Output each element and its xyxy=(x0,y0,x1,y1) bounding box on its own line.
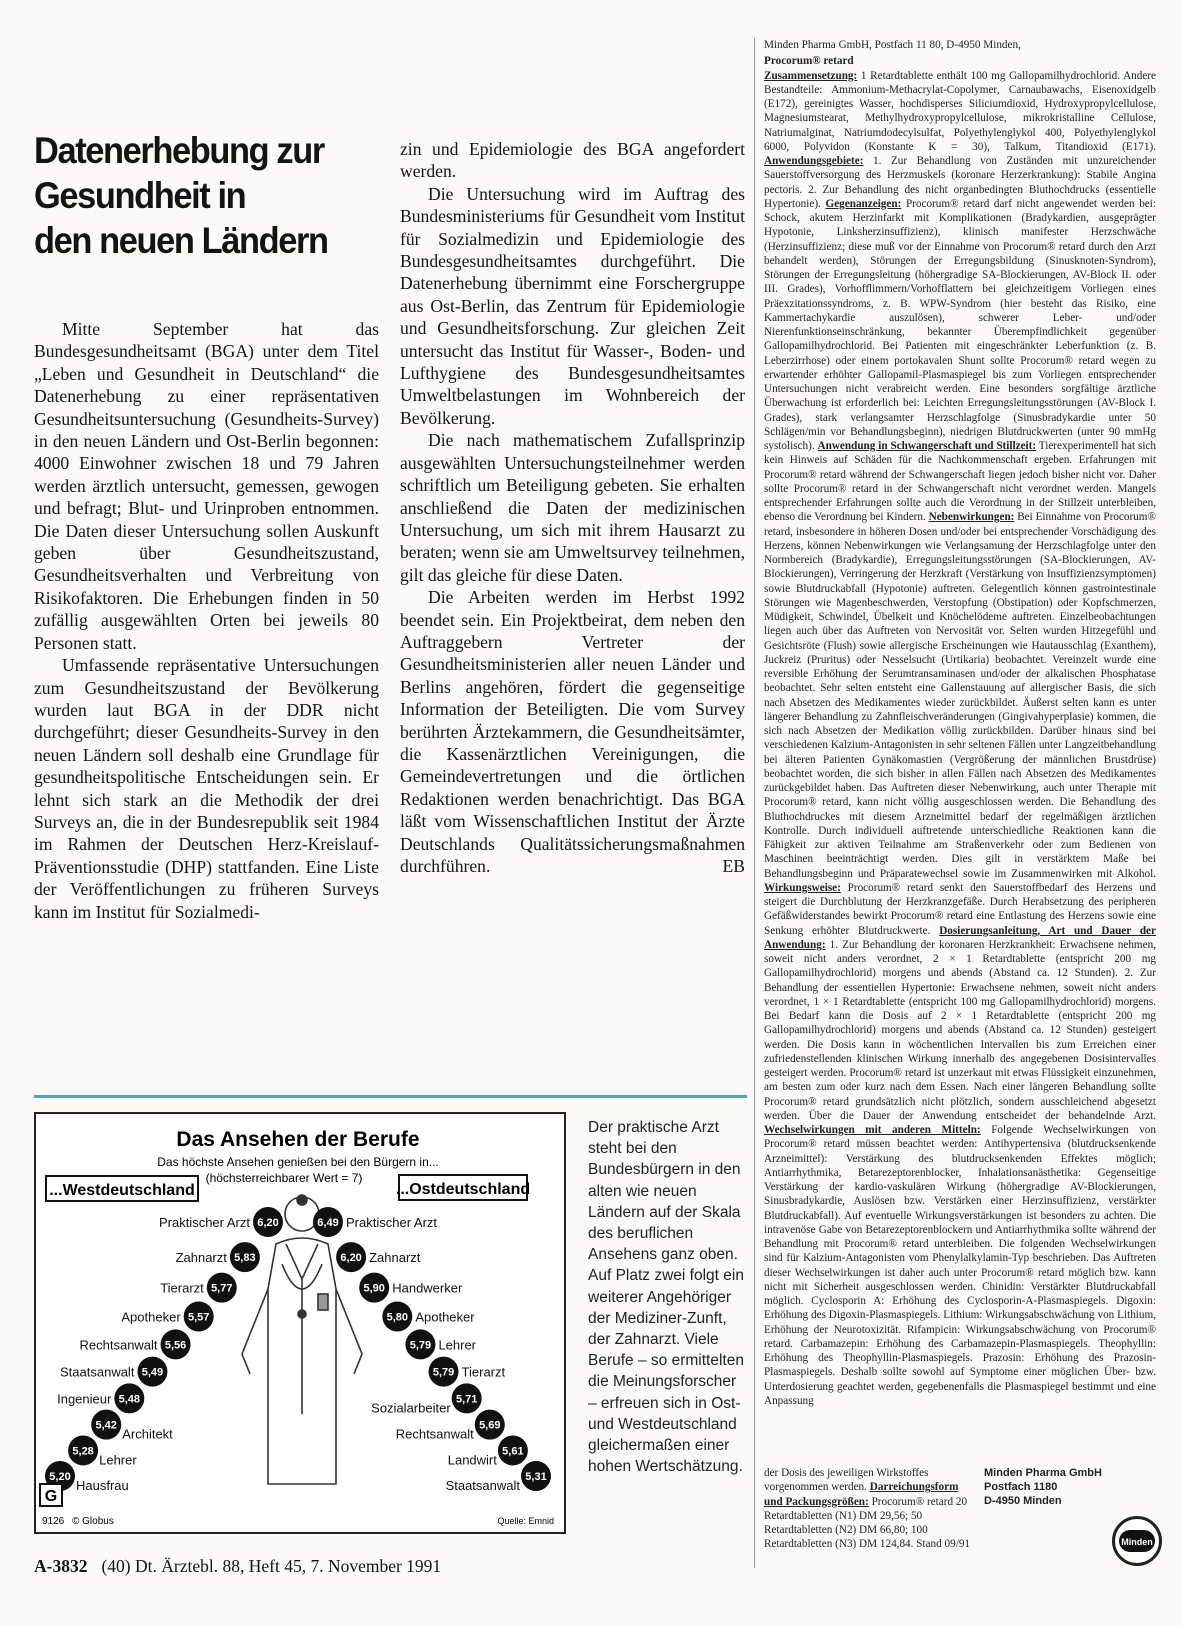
address-line: Postfach 1180 xyxy=(984,1481,1058,1493)
pi-heading: Zusammensetzung: xyxy=(764,69,858,82)
graphic-caption: Der praktische Arzt steht bei den Bundesbürgern in den alten wie neuen Ländern auf der Skala des beruflichen Ansehens ganz oben. Auf Platz zwei folgt ein weiterer Angehöriger der Mediziner-Zunft, der Zahnarzt. Viele Berufe – so ermittelten die Meinungsforscher – erfreuen sich in Ost- und Westdeutschland gleichermaßen einer hohen Wertschätzung. xyxy=(588,1119,744,1476)
manufacturer-address xyxy=(984,1466,1164,1508)
profession-label: Handwerker xyxy=(392,1280,463,1296)
profession-label: Apotheker xyxy=(415,1309,475,1325)
section-divider xyxy=(34,1095,747,1098)
profession-label: Landwirt xyxy=(447,1452,497,1468)
pi-heading: Dosierungsanleitung, Art und Dauer der Anwendung: xyxy=(764,924,1156,951)
pi-text: Tierexperimentell hat sich kein Hinweis auf Schäden für die Nachkommenschaft ergeben. Erfahrungen mit Procorum® retard während der Schwangerschaft liegen jedoch bisher nicht vor. Daher sollte Procorum® retard in der Schwangerschaft nicht verordnet werden. Mangels entsprechender Erfahrungen sollte auch die Verordnung in der Stillzeit unterbleiben, ebenso die Verordnung bei Kindern. xyxy=(764,440,1156,524)
rating-value: 6,20 xyxy=(257,1217,279,1229)
pi-text: Procorum® retard senkt den Sauerstoffbedarf des Herzens und steigert die Durchblutung der Herzkranzgefäße. Durch Herabsetzung des peripheren Gefäßwiderstandes bewirkt Procorum® retard eine Entlastung des Herzens sowie eine Senkung erhöhter Blutdruckwerte. xyxy=(764,881,1156,937)
graphic-badge: 9126 xyxy=(42,1516,65,1527)
rating-value: 5,71 xyxy=(455,1393,478,1406)
rating-value: 5,20 xyxy=(49,1471,71,1483)
paragraph: zin und Epidemiologie des BGA angefordert werden. xyxy=(400,139,745,182)
rating-value: 5,90 xyxy=(363,1282,385,1295)
journal-reference: (40) Dt. Ärztebl. 88, Heft 45, 7. November 1991 xyxy=(101,1556,442,1576)
profession-label: Praktischer Arzt xyxy=(346,1215,438,1230)
rating-value: 6,20 xyxy=(340,1252,362,1265)
address-line: Minden Pharma GmbH xyxy=(984,1467,1102,1479)
page-number: A-3832 xyxy=(34,1556,88,1576)
rating-value: 5,42 xyxy=(95,1419,117,1432)
doctor-illustration-icon xyxy=(242,1195,362,1484)
pi-text: Folgende Wechselwirkungen von Procorum® retard müssen beachtet werden: Antihypertensiva (blutdrucksenkende Arzneimittel): Verstärkung des blutdrucksenkenden Effektes möglich; Antiarrhythmika, Betarezeptorenblocker, Inhalationsanästhetika: Gegenseitige Verstärkung der kardio-vaskulären Wirkung (höhergradige AV-Blockierungen, Sinusbradykardie, Auslösen bzw. Verstärken einer Herzinsuffizienz, verstärkter Blutdruckabfall). Auf eventuelle Wirkungsverstärkungen ist besonders zu achten. Die intravenöse Gabe von Betarezeptorenblockern und Antiarrhythmika sollte während der Behandlung mit Procorum® retard unterbleiben. Die folgenden Wechselwirkungen sind für Kalzium-Antagonisten vom Phenylalkylamin-Typ beschrieben. Das Auftreten dieser Wechselwirkungen ist daher auch unter Procorum® retard möglich bzw. kann nicht mit Sicherheit ausgeschlossen werden. Chinidin: Verstärkter Blutdruckabfall möglich. Cyclosporin A: Erhöhung des Cyclosporin-A-Plasmaspiegels. Digoxin: Erhöhung des Digoxin-Plasmaspiegels. Lithium: Wirkungsabschwächung von Lithium, Erhöhung der Neurotoxizität. Rifampicin: Wirkungsabschwächung von Procorum® retard. Carbamazepin: Erhöhung des Carbamazepin-Plasmaspiegels. Theophyllin: Erhöhung des Theophyllin-Plasmaspiegels. Prazosin: Erhöhung des Prazosin-Plasmaspiegels. Deshalb sollte sowohl auf Symptome einer möglichen Über- bzw. Unterdosierung geachtet werden, gegebenenfalls die Plasmaspiegel bestimmt und eine Anpassung xyxy=(764,1124,1156,1407)
profession-label: Staatsanwalt xyxy=(60,1364,135,1380)
paragraph: Die Untersuchung wird im Auftrag des Bundesministeriums für Gesundheit vom Institut für Sozialmedizin und Epidemiologie des Bundesgesundheitsamtes durchgeführt. Die Datenerhebung übernimmt eine Forschergruppe aus Ost-Berlin, das Zentrum für Epidemiologie und Gesundheitsforschung. Zur gleichen Zeit untersucht das Institut für Wasser-, Boden- und Lufthygiene des Bundesgesundheitsamtes Umweltbelastungen im Wohnbereich der Bevölkerung. xyxy=(400,183,745,428)
paragraph-text: Die Arbeiten werden im Herbst 1992 beendet sein. Ein Projektbeirat, dem neben den Auftraggebern Vertreter der Gesundheitsministerien aller neuen Länder und Berlins angehören, fördert die gegenseitige Information der Beteiligten. Die vom Survey berührten Ärztekammern, die Gesundheitsämter, die Kassenärztlichen Vereinigungen, die Gemeindevertretungen und die örtlichen Redaktionen werden benachrichtigt. Das BGA läßt vom Wissenschaftlichen Institut der Ärzte Deutschlands Qualitätssicherungsmaßnahmen durchführen. xyxy=(400,587,745,876)
rating-value: 5,79 xyxy=(409,1339,432,1352)
pi-text: 1 Retardtablette enthält 100 mg Gallopamilhydrochlorid. Andere Bestandteile: Ammonium-Methacrylat-Copolymer, Carnaubawachs, Eisenoxidgelb (E172), gereinigtes Wasser, hochdisperses Siliciumdioxid, Hydroxypropylcellulose, Magnesiumstearat, Methylhydroxypropylcellulose, mikrokristalline Cellulose, Natriumalginat, Natriumdodecylsulfat, Polyethylenglykol 400, Polyethylenglykol 6000, Polyvidon (Konstante K = 30), Talkum, Titandioxid (E171). xyxy=(764,69,1156,153)
product-information xyxy=(764,38,1156,1408)
infographic-canvas xyxy=(36,1114,564,1532)
pi-text: 1. Zur Behandlung der koronaren Herzkrankheit: Erwachsene nehmen, soweit nicht anders verordnet, 2 × 1 Retardtablette (entspricht 200 mg Gallopamilhydrochlorid) morgens und abends (Abstand ca. 12 Stunden). 2. Zur Behandlung der essentiellen Hypertonie: Erwachsene nehmen, soweit nicht anders verordnet, 1 × 1 Retardtablette (entspricht 100 mg Gallopamilhydrochlorid) morgens. Bei Bedarf kann die Dosis auf 2 × 1 Retardtablette (entspricht 200 mg Gallopamilhydrochlorid) morgens und abends (Abstand ca. 12 Stunden) gesteigert werden. Die Dosis kann in wöchentlichen Intervallen bis zum Erreichen einer zufriedenstellenden klinischen Wirkung innerhalb des angegebenen Dosisintervalles gesteigert werden. Procorum® retard ist unzerkaut mit etwas Flüssigkeit einzunehmen, am besten zum oder kurz nach dem Essen. Nach einer längeren Behandlung sollte Procorum® retard grundsätzlich nicht plötzlich, sondern ausschleichend abgesetzt werden. Über die Dauer der Anwendung entscheidet der behandelnde Arzt. xyxy=(764,938,1156,1122)
profession-label: Architekt xyxy=(122,1426,173,1442)
profession-label: Ingenieur xyxy=(57,1391,112,1407)
minden-logo-icon xyxy=(1112,1516,1162,1566)
pi-pack-text: Procorum® retard 20 Retardtabletten (N1) DM 29,56; 50 Retardtabletten (N2) DM 66,80; 100 Retardtabletten (N3) DM 124,84. Stand 09/91 xyxy=(764,1495,971,1551)
pi-pack-heading: Darreichungsform und Packungsgrößen: xyxy=(764,1481,959,1508)
profession-label: Staatsanwalt xyxy=(445,1478,520,1493)
graphic-credit: © Globus xyxy=(72,1516,114,1527)
pi-heading: Anwendungsgebiete: xyxy=(764,155,864,167)
headline-line: den neuen Ländern xyxy=(34,220,328,261)
pi-heading: Wirkungsweise: xyxy=(764,881,841,894)
headline-line: Datenerhebung zur xyxy=(34,130,324,171)
article-column-1 xyxy=(34,318,379,923)
pi-text: Procorum® retard darf nicht angewendet werden bei: Schock, akutem Herzinfarkt mit Komplikationen (Bradykardien, ausgeprägter Hypotonie, Linksherzinsuffizienz), klinisch manifester Herzschwäche (Herzinsuffizienz; diese muß vor der Einnahme von Procorum® retard durch den Arzt behandelt werden), Störungen der Erregungsbildung (Sinusknoten-Syndrom), Störungen der Erregungsleitung (höhergradige SA-Blockierungen, AV-Block II. oder III. Grades), Vorhofflimmern/Vorhofflattern bei gleichzeitigem Vorliegen eines Präexzitationssyndroms, z. B. WPW-Syndrom (hier besteht das Risiko, eine Kammertachykardie auszulösen), schwerer Leber- und/oder Nierenfunktionseinschränkung, bekannter Überempfindlichkeit gegenüber Gallopamilhydrochlorid. Bei Patienten mit eingeschränkter Leberfunktion (z. B. Leberzirrhose) oder einem portokavalen Shunt sollte Procorum® retard wegen zu erwartender erhöhter Gallopamil-Plasmaspiegel bis zum Vorliegen entsprechender Untersuchungen nicht verabreicht werden. Eine besonders sorgfältige ärztliche Überwachung ist erforderlich bei: Leichten Erregungsleitungsstörungen (AV-Block I. Grades), stark verlangsamter Herzschlagfolge (Sinusbradykardie unter 50 Schlägen/min vor Behandlungsbeginn), niedrigen Blutdruckwerten (unter 90 mmHg systolisch). xyxy=(764,197,1156,452)
pi-text: Bei Einnahme von Procorum® retard, insbesondere in höheren Dosen und/oder bei entsprechender Vorschädigung des Herzens, können Nebenwirkungen wie Verlangsamung der Herzschlagfolge unter den Normbereich (Bradykardie), Erregungsleitungsstörungen (SA-Blockierungen, AV-Blockierungen), Verringerung der Herzkraft (Verstärkung von Insuffizienzsymptomen) sowie Blutdruckabfall (Hypotonie) auftreten. Gelegentlich können gastrointestinale Störungen wie Magenbeschwerden, Verstopfung (Obstipation) oder Kopfschmerzen, Müdigkeit, Schwindel, Übelkeit und Knöchelödeme auftreten. Einzelbeobachtungen liegen auch über das Auftreten von Nervosität vor. Selten wurden Hitzegefühl und Gesichtsröte (Flush) sowie allergische Erscheinungen wie Hautausschlag (Exanthem), Juckreiz (Pruritus) oder Nesselsucht (Urtikaria) beobachtet. Vereinzelt wurde eine reversible Erhöhung der Serumtransaminasen und/oder der alkalischen Phosphatase beobachtet. Sehr selten entsteht eine Gallenstauung auf allergischer Basis, die sich nach Absetzen des Medikamentes wieder zurückbildet. Äußerst selten kann es unter längerer Behandlung zu Zahnfleischveränderungen (Gingivahyperplasie) kommen, die sich nach Absetzen der Medikation völlig zurückbilden. Darüber hinaus sind bei verschiedenen Kalzium-Antagonisten in sehr seltenen Fällen unter Langzeitbehandlung bei älteren Patienten Gynäkomastien (Vergrößerung der männlichen Brustdrüse) beobachtet worden, die sich bisher in allen Fällen nach Absetzen des Medikamentes zurückgebildet haben. Das Auftreten dieser Nebenwirkung, auch unter Therapie mit Procorum® retard, kann nicht völlig ausgeschlossen werden. Die Behandlung des Bluthochdruckes mit diesem Arzneimittel bedarf der regelmäßigen ärztlichen Kontrolle. Durch individuell auftretende unterschiedliche Reaktionen kann die Fähigkeit zur aktiven Teilnahme am Straßenverkehr oder zum Bedienen von Maschinen beeinträchtigt werden. Dies gilt in verstärktem Maße bei Behandlungsbeginn und Präparatewechsel sowie im Zusammenwirken mit Alkohol. xyxy=(764,511,1156,880)
rating-value: 5,80 xyxy=(386,1311,409,1324)
article-headline xyxy=(34,128,360,263)
west-label: ...Westdeutschland xyxy=(49,1182,195,1199)
article-column-2 xyxy=(400,138,745,877)
product-information-body xyxy=(764,69,1156,1409)
column-divider xyxy=(754,38,755,1568)
rating-value: 5,48 xyxy=(118,1393,141,1406)
pi-heading: Nebenwirkungen: xyxy=(928,511,1015,524)
profession-label: Tierarzt xyxy=(461,1364,506,1380)
east-markers xyxy=(313,1207,551,1493)
rating-value: 6,49 xyxy=(317,1217,339,1229)
rating-value: 5,56 xyxy=(164,1339,187,1352)
profession-label: Lehrer xyxy=(438,1337,477,1353)
pi-heading: Anwendung in Schwangerschaft und Stillzeit: xyxy=(817,440,1037,452)
rating-value: 5,79 xyxy=(432,1366,455,1379)
product-name: Procorum® retard xyxy=(764,55,854,68)
pi-end-text: der Dosis des jeweiligen Wirkstoffes vorgenommen werden. xyxy=(764,1467,929,1494)
graphic-note: (höchsterreichbarer Wert = 7) xyxy=(205,1171,363,1185)
rating-value: 5,31 xyxy=(525,1471,547,1483)
rating-value: 5,28 xyxy=(72,1445,94,1458)
graphic-subtitle: Das höchste Ansehen genießen bei den Bürgern in... xyxy=(157,1155,439,1169)
rating-value: 5,57 xyxy=(187,1311,210,1324)
pi-heading: Gegenanzeigen: xyxy=(825,197,902,210)
globus-logo-letter: G xyxy=(44,1488,58,1505)
pi-heading: Wechselwirkungen mit anderen Mitteln: xyxy=(764,1124,981,1136)
rating-value: 5,61 xyxy=(502,1445,524,1458)
infographic xyxy=(34,1112,566,1534)
address-line: D-4950 Minden xyxy=(984,1495,1062,1507)
manufacturer-line: Minden Pharma GmbH, Postfach 11 80, D-4950 Minden, xyxy=(764,39,1021,51)
profession-label: Zahnarzt xyxy=(175,1250,227,1266)
profession-label: Rechtsanwalt xyxy=(395,1426,474,1442)
rating-value: 5,69 xyxy=(479,1419,501,1432)
profession-label: Tierarzt xyxy=(160,1280,204,1296)
profession-label: Apotheker xyxy=(121,1309,181,1325)
paragraph: Umfassende repräsentative Untersuchungen zum Gesundheitszustand der Bevölkerung wurden laut BGA in der DDR nicht durchgeführt; dieser Gesundheits-Survey in den neuen Ländern soll deshalb eine Grundlage für gesundheitspolitische Entscheidungen sein. Er lehnt sich stark an die Methodik der drei Surveys an, die in der Bundesrepublik seit 1984 im Rahmen der Deutschen Herz-Kreislauf-Präventionsstudie (DHP) stattfanden. Eine Liste der Veröffentlichungen zu früheren Surveys kann im Institut für Sozialmedi- xyxy=(34,655,379,922)
rating-value: 5,77 xyxy=(211,1282,233,1295)
profession-label: Rechtsanwalt xyxy=(79,1337,158,1353)
paragraph xyxy=(400,586,745,877)
graphic-source: Quelle: Emnid xyxy=(497,1516,554,1526)
rating-value: 5,49 xyxy=(141,1366,164,1379)
minden-logo-mark xyxy=(1116,1520,1158,1562)
profession-label: Sozialarbeiter xyxy=(371,1400,451,1416)
logo-text: Minden xyxy=(1121,1537,1153,1547)
pi-text: 1. Zur Behandlung von Zuständen mit unzureichender Sauerstoffversorgung des Herzmuskels (koronare Herzerkrankung): Stabile Angina pectoris. 2. Zur Behandlung des nicht organbedingten Bluthochdrucks (essentielle Hypertonie). xyxy=(764,155,1156,210)
east-label: ...Ostdeutschland xyxy=(395,1181,531,1198)
graphic-title: Das Ansehen der Berufe xyxy=(176,1128,420,1151)
headline-line: Gesundheit in xyxy=(34,175,246,216)
author-signature: EB xyxy=(722,856,745,876)
profession-label: Zahnarzt xyxy=(369,1250,421,1266)
profession-label: Hausfrau xyxy=(76,1478,129,1493)
west-markers xyxy=(45,1207,283,1493)
rating-value: 5,83 xyxy=(234,1252,256,1265)
product-information-end xyxy=(764,1466,976,1552)
profession-label: Lehrer xyxy=(99,1452,137,1468)
page-footer xyxy=(34,1556,754,1577)
profession-label: Praktischer Arzt xyxy=(158,1215,250,1230)
paragraph: Die nach mathematischem Zufallsprinzip ausgewählten Untersuchungsteilnehmer werden schriftlich um Beteiligung gebeten. Sie erhalten anschließend die Daten der medizinischen Untersuchung, um sich mit ihrem Hausarzt zu beraten; wenn sie am Umweltsurvey teilnehmen, gilt das gleiche für diese Daten. xyxy=(400,430,745,585)
paragraph: Mitte September hat das Bundesgesundheitsamt (BGA) unter dem Titel „Leben und Gesundheit in Deutschland“ die Datenerhebung zu einer repräsentativen Gesundheitsuntersuchung (Gesundheits-Survey) in den neuen Ländern und Ost-Berlin begonnen: 4000 Einwohner zwischen 18 und 79 Jahren werden ärztlich untersucht, gemessen, gewogen und befragt; Blut- und Urinproben entnommen. Die Daten dieser Untersuchung sollen Auskunft geben über Gesundheitszustand, Gesundheitsverhalten und Verbreitung von Risikofaktoren. Die Erhebungen finden in 50 zufällig ausgewählten Orten bei jeweils 80 Personen statt. xyxy=(34,319,379,653)
